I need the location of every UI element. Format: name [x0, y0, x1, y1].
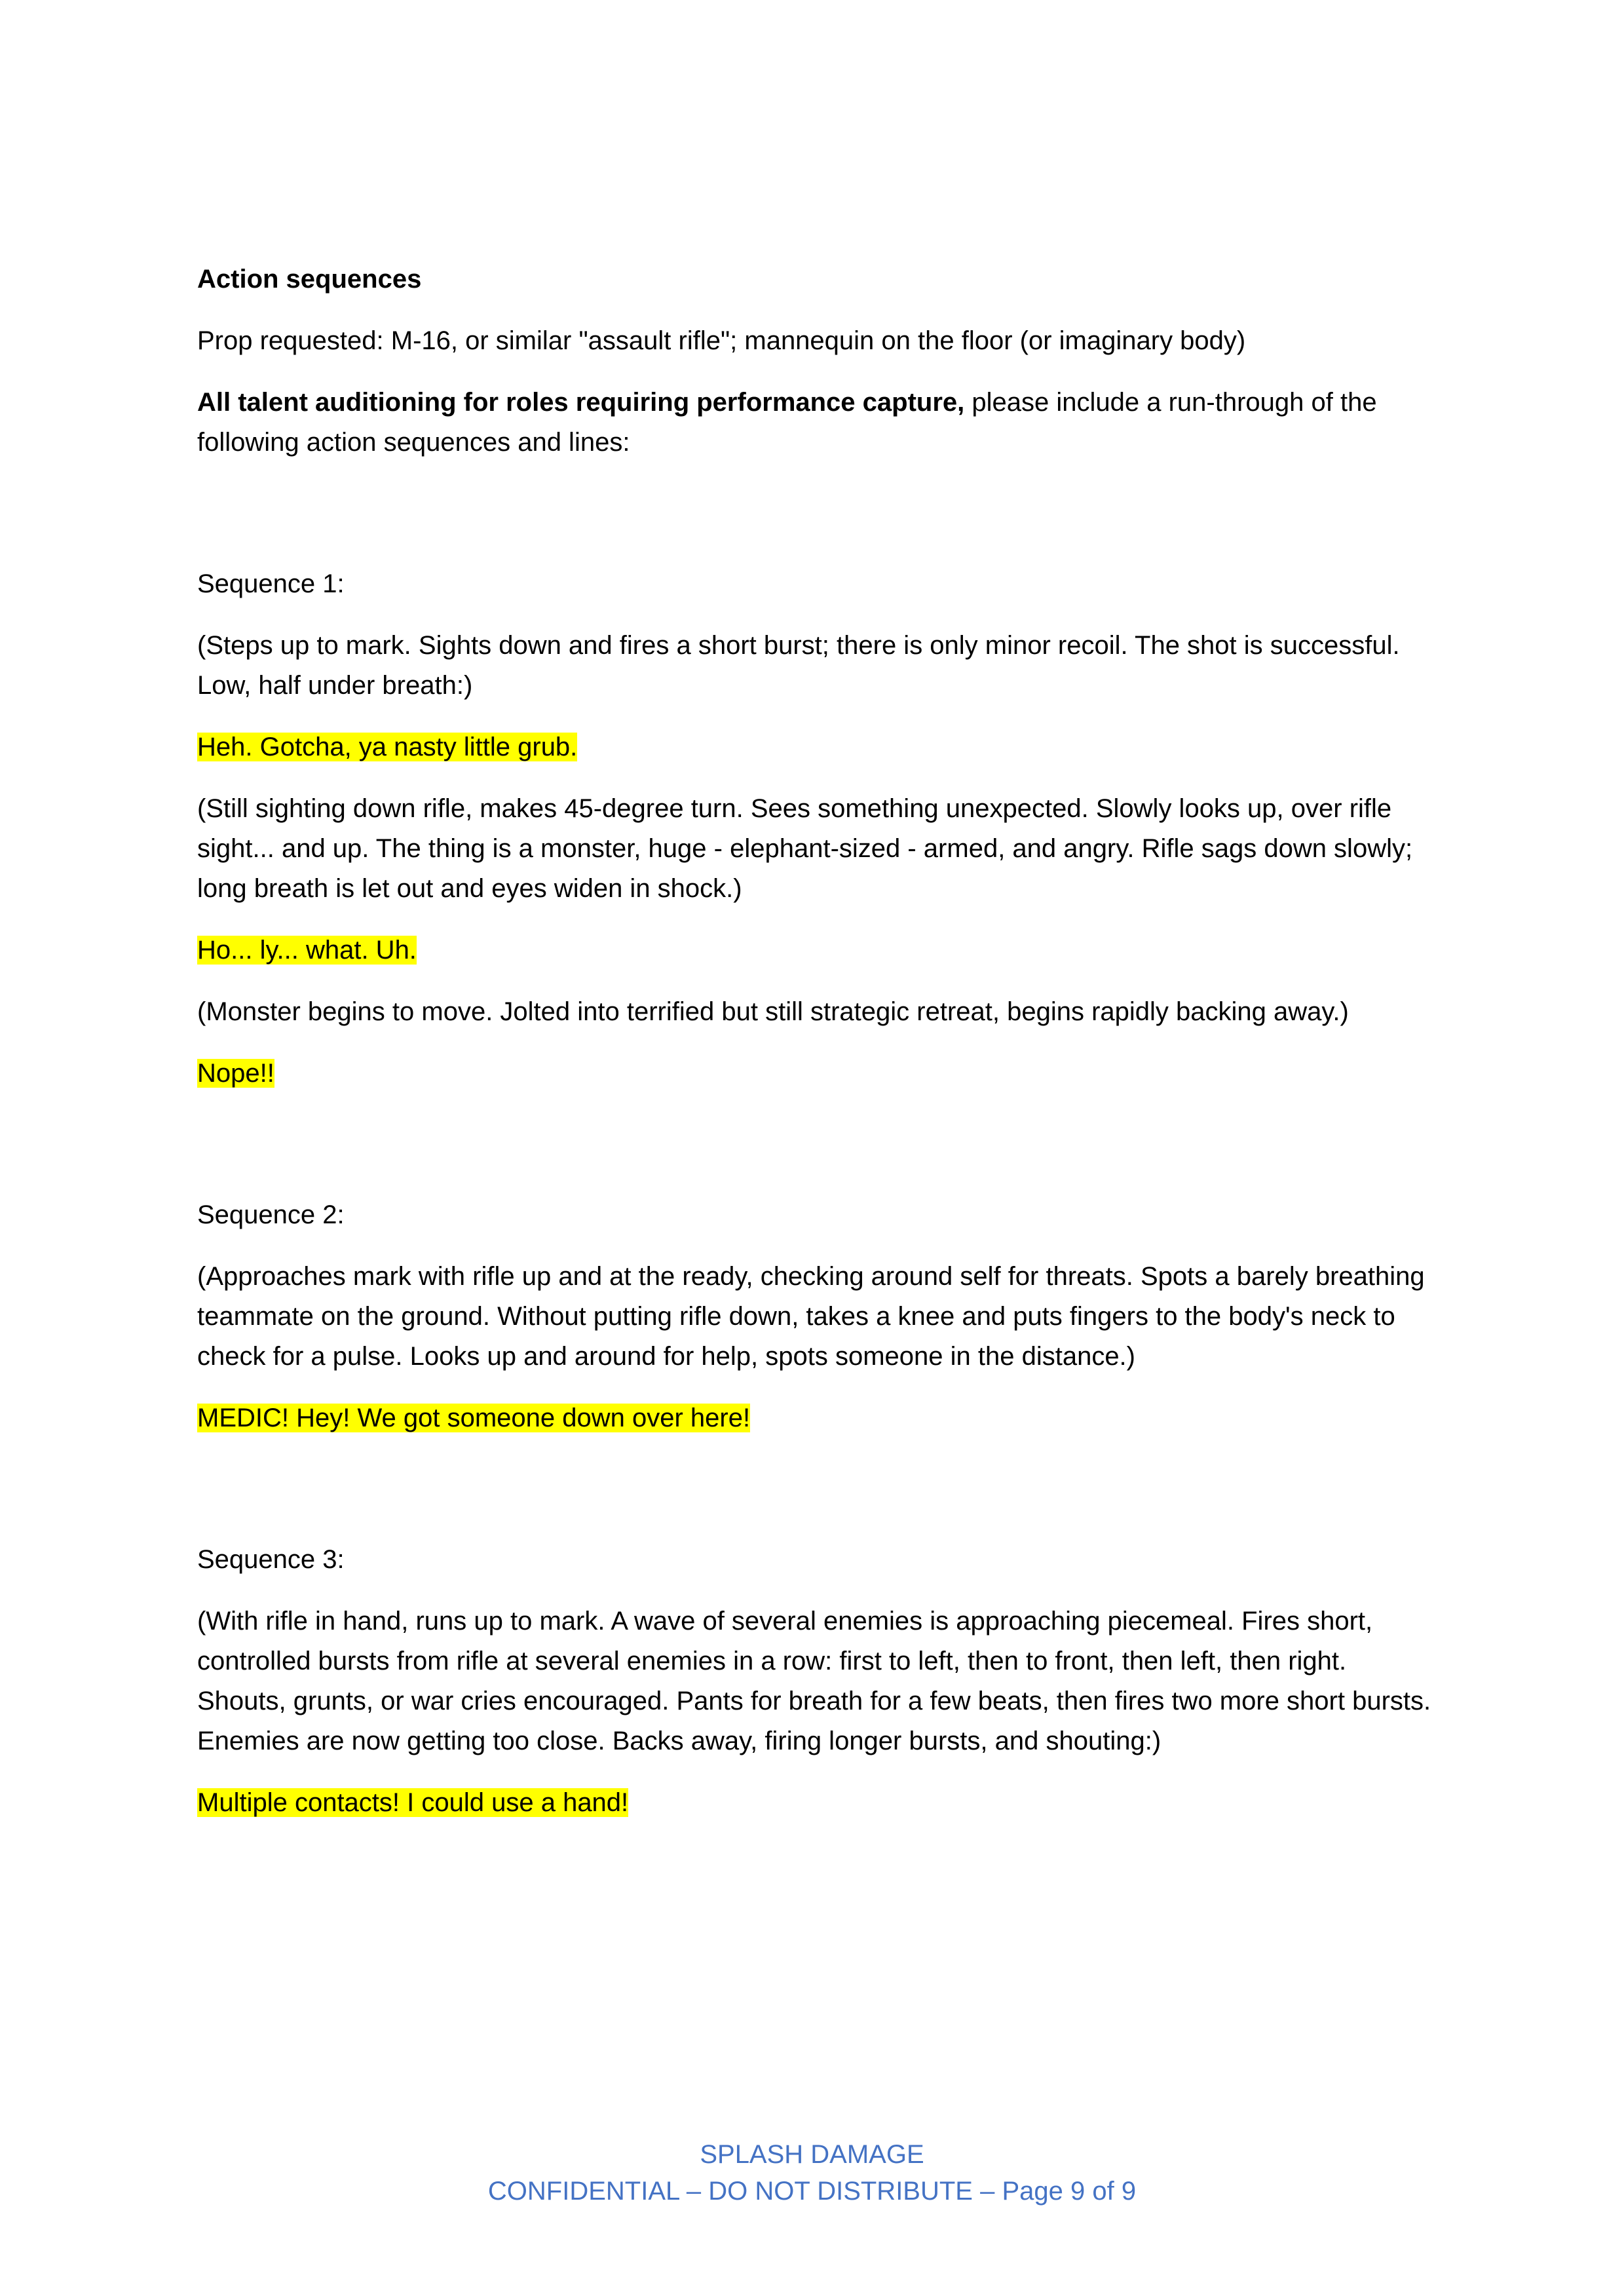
footer-confidential-notice: CONFIDENTIAL – DO NOT DISTRIBUTE – Page 9 of 9 [487, 2177, 1137, 2206]
sequence-1-line-1-paragraph [197, 727, 1442, 767]
intro-bold: All talent auditioning for roles requiring performance capture, [197, 388, 965, 417]
sequence-3-line-1-paragraph [197, 1783, 1442, 1823]
sequence-1-line-3-paragraph [197, 1054, 1442, 1094]
sequence-1-direction-3: (Monster begins to move. Jolted into terrified but still strategic retreat, begins rapidly backing away.) [197, 997, 1349, 1026]
sequence-3-line-1: Multiple contacts! I could use a hand! [197, 1788, 629, 1817]
sequence-3-title: Sequence 3: [197, 1545, 345, 1574]
sequence-1-line-2: Ho... ly... what. Uh. [197, 936, 417, 965]
sequence-1-title: Sequence 1: [197, 569, 345, 598]
footer-company: SPLASH DAMAGE [700, 2140, 924, 2169]
sequence-1-line-3: Nope!! [197, 1059, 274, 1088]
prop-requested: Prop requested: M-16, or similar "assault rifle"; mannequin on the floor (or imaginary body) [197, 326, 1246, 355]
sequence-1-line-2-paragraph [197, 930, 1442, 970]
sequence-2-line-1: MEDIC! Hey! We got someone down over here! [197, 1404, 751, 1432]
intro-rest: please include a run-through of the following action sequences and lines: [197, 388, 1377, 457]
sequence-1-line-1: Heh. Gotcha, ya nasty little grub. [197, 733, 578, 761]
sequence-1-direction-1: (Steps up to mark. Sights down and fires a short burst; there is only minor recoil. The shot is successful. Low, half under breath:) [197, 631, 1400, 700]
sequence-2-direction-1: (Approaches mark with rifle up and at the ready, checking around self for threats. Spots a barely breathing teammate on the ground. Without putting rifle down, takes a knee and puts fingers to the body's neck to check for a pulse. Looks up and around for help, spots someone in the distance.) [197, 1262, 1425, 1371]
section-heading: Action sequences [197, 265, 422, 294]
sequence-3-direction-1: (With rifle in hand, runs up to mark. A wave of several enemies is approaching piecemeal. Fires short, controlled bursts from rifle at several enemies in a row: first to left, then to front, then left, then right. Shouts, grunts, or war cries encouraged. Pants for breath for a few beats, then fires two more short bursts. Enemies are now getting too close. Backs away, firing longer bursts, and shouting:) [197, 1607, 1431, 1755]
intro-paragraph [197, 383, 1442, 463]
sequence-1-direction-2: (Still sighting down rifle, makes 45-degree turn. Sees something unexpected. Slowly looks up, over rifle sight... and up. The thing is a monster, huge - elephant-sized - armed, and angry. Rifle sags down slowly; long breath is let out and eyes widen in shock.) [197, 794, 1413, 903]
document-body [197, 259, 1442, 1823]
sequence-2-title: Sequence 2: [197, 1200, 345, 1229]
page-footer [0, 2136, 1624, 2210]
sequence-2-line-1-paragraph [197, 1398, 1442, 1438]
